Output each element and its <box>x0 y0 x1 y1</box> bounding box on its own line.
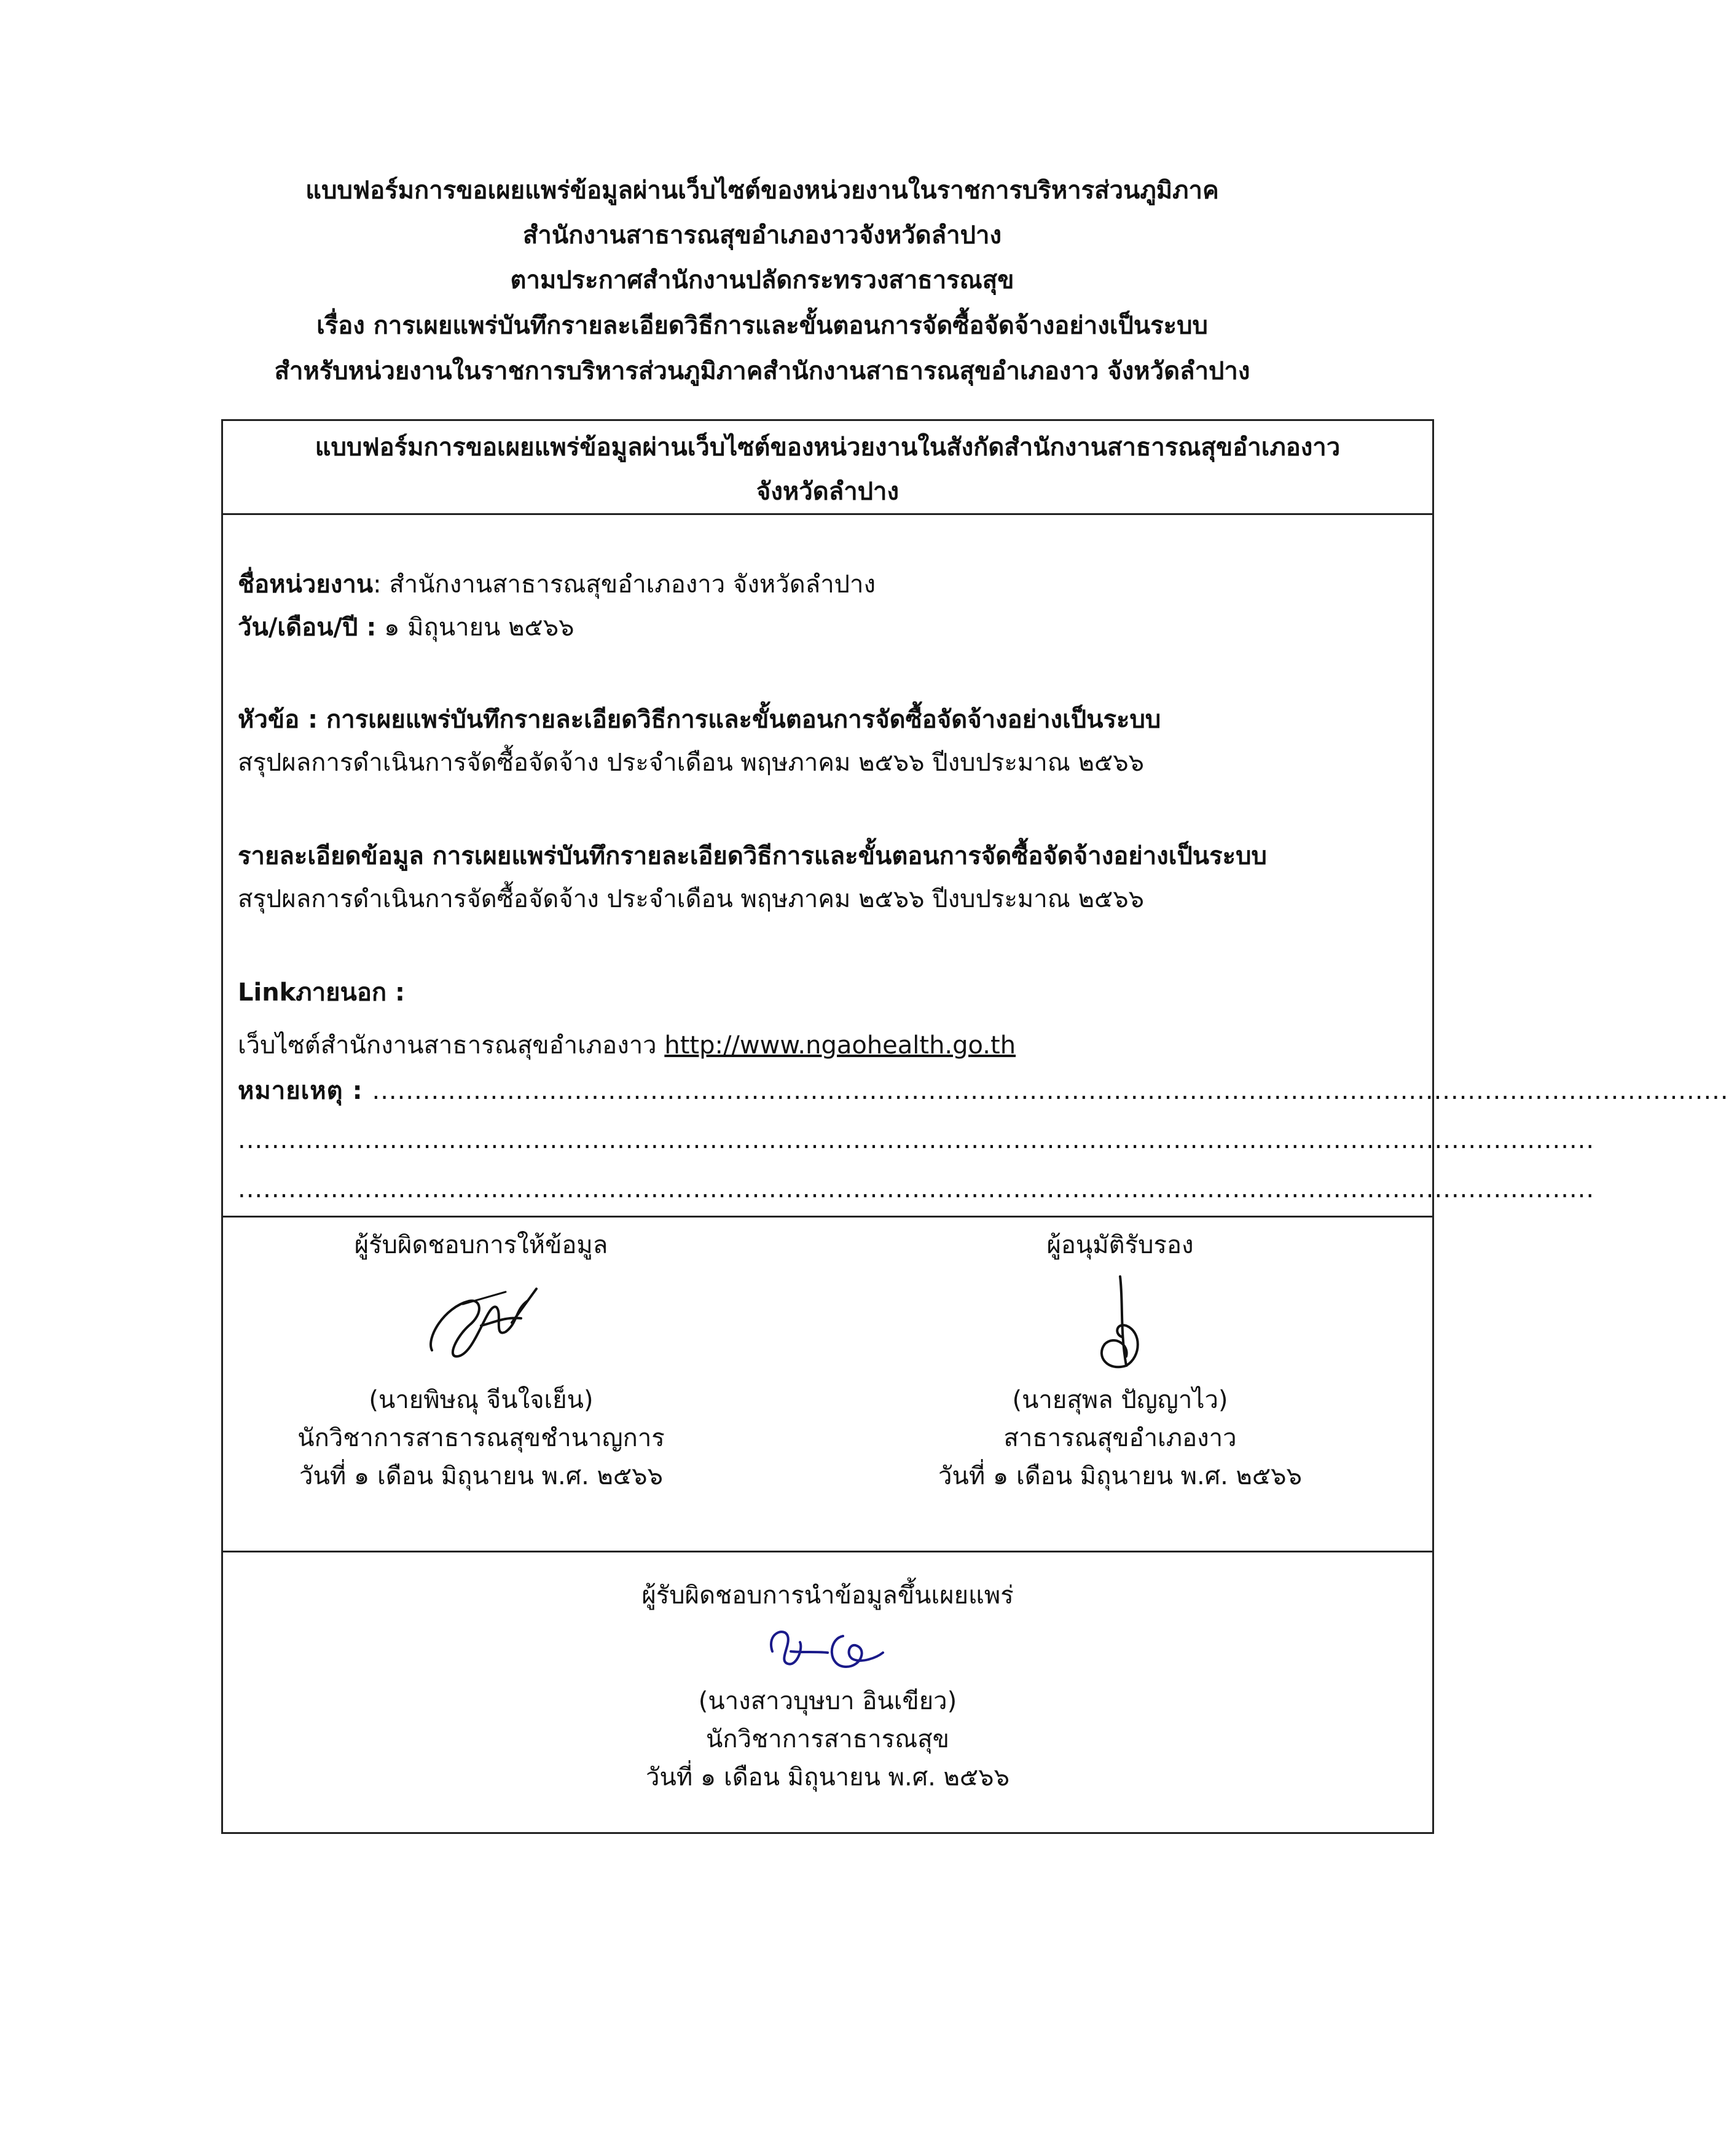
bottom-position: นักวิชาการสาธารณสุข <box>706 1725 949 1753</box>
header-line-5: สำหรับหน่วยงานในราชการบริหารส่วนภูมิภาคสำนักงานสาธารณสุขอำเภองาว จังหวัดลำปาง <box>274 357 1250 385</box>
left-role: ผู้รับผิดชอบการให้ข้อมูล <box>354 1231 608 1259</box>
signature-block-bottom <box>223 1576 1432 1796</box>
signature-bottom-image <box>729 1615 926 1682</box>
left-date: วันที่ ๑ เดือน มิถุนายน พ.ศ. ๒๕๖๖ <box>299 1462 663 1490</box>
detail-label: รายละเอียดข้อมูล การเผยแพร่บันทึกรายละเอียดวิธีการและขั้นตอนการจัดซื้อจัดจ้างอย่างเป็นระบบ <box>238 842 1267 870</box>
date-value: ๑ มิถุนายน ๒๕๖๖ <box>376 613 574 642</box>
website-text: เว็บไซต์สำนักงานสาธารณสุขอำเภองาว <box>238 1031 665 1060</box>
left-position: นักวิชาการสาธารณสุขชำนาญการ <box>297 1424 665 1452</box>
right-name: (นายสุพล ปัญญาไว) <box>1012 1386 1228 1414</box>
bottom-role: ผู้รับผิดชอบการนำข้อมูลขึ้นเผยแพร่ <box>641 1581 1014 1610</box>
right-position: สาธารณสุขอำเภองาว <box>1003 1424 1237 1452</box>
header-line-1: แบบฟอร์มการขอเผยแพร่ข้อมูลผ่านเว็บไซต์ของหน่วยงานในราชการบริหารส่วนภูมิภาค <box>305 176 1219 205</box>
right-date: วันที่ ๑ เดือน มิถุนายน พ.ศ. ๒๕๖๖ <box>938 1462 1302 1490</box>
bottom-name: (นางสาวบุษบา อินเขียว) <box>698 1687 957 1715</box>
external-link-label: Linkภายนอก : <box>238 978 406 1007</box>
divider-title <box>223 513 1432 515</box>
topic-summary: สรุปผลการดำเนินการจัดซื้อจัดจ้าง ประจำเดือน พฤษภาคม ๒๕๖๖ ปีงบประมาณ ๒๕๖๖ <box>238 749 1144 777</box>
date-row <box>238 610 574 645</box>
signature-right-image <box>1028 1264 1212 1381</box>
topic-label: หัวข้อ : การเผยแพร่บันทึกรายละเอียดวิธีการและขั้นตอนการจัดซื้อจัดจ้างอย่างเป็นระบบ <box>238 706 1161 734</box>
signature-block-right <box>868 1226 1372 1495</box>
bottom-date: วันที่ ๑ เดือน มิถุนายน พ.ศ. ๒๕๖๖ <box>646 1763 1010 1792</box>
signature-block-left <box>260 1226 702 1495</box>
date-label: วัน/เดือน/ปี : <box>238 613 377 642</box>
signature-left-image <box>389 1264 573 1381</box>
divider-publisher <box>223 1551 1432 1552</box>
unit-row <box>238 567 876 602</box>
note-dots-2: ................................................................................................................................................................. <box>238 1126 1595 1154</box>
detail-summary: สรุปผลการดำเนินการจัดซื้อจัดจ้าง ประจำเดือน พฤษภาคม ๒๕๖๖ ปีงบประมาณ ๒๕๖๖ <box>238 885 1144 913</box>
header-line-4: เรื่อง การเผยแพร่บันทึกรายละเอียดวิธีการและขั้นตอนการจัดซื้อจัดจ้างอย่างเป็นระบบ <box>316 312 1208 340</box>
note-dots-1: ................................................................................................................................................................. <box>372 1077 1729 1105</box>
unit-label: ชื่อหน่วยงาน <box>238 570 374 599</box>
form-title-line-1: แบบฟอร์มการขอเผยแพร่ข้อมูลผ่านเว็บไซต์ของหน่วยงานในสังกัดสำนักงานสาธารณสุขอำเภองาว <box>315 433 1341 462</box>
unit-value: : สำนักงานสาธารณสุขอำเภองาว จังหวัดลำปาง <box>373 570 876 599</box>
website-row <box>238 1028 1016 1063</box>
website-link[interactable]: http://www.ngaohealth.go.th <box>664 1031 1016 1060</box>
note-label: หมายเหตุ : <box>238 1077 372 1105</box>
note-row <box>238 1074 1729 1108</box>
left-name: (นายพิษณุ จีนใจเย็น) <box>369 1386 594 1414</box>
note-dots-3: ................................................................................................................................................................. <box>238 1175 1595 1203</box>
right-role: ผู้อนุมัติรับรอง <box>1046 1231 1194 1259</box>
divider-signatures <box>223 1216 1432 1218</box>
header-line-3: ตามประกาศสำนักงานปลัดกระทรวงสาธารณสุข <box>510 266 1014 294</box>
header-line-2: สำนักงานสาธารณสุขอำเภองาวจังหวัดลำปาง <box>522 221 1002 250</box>
form-box <box>221 419 1729 1834</box>
form-title-line-2: จังหวัดลำปาง <box>756 478 900 506</box>
